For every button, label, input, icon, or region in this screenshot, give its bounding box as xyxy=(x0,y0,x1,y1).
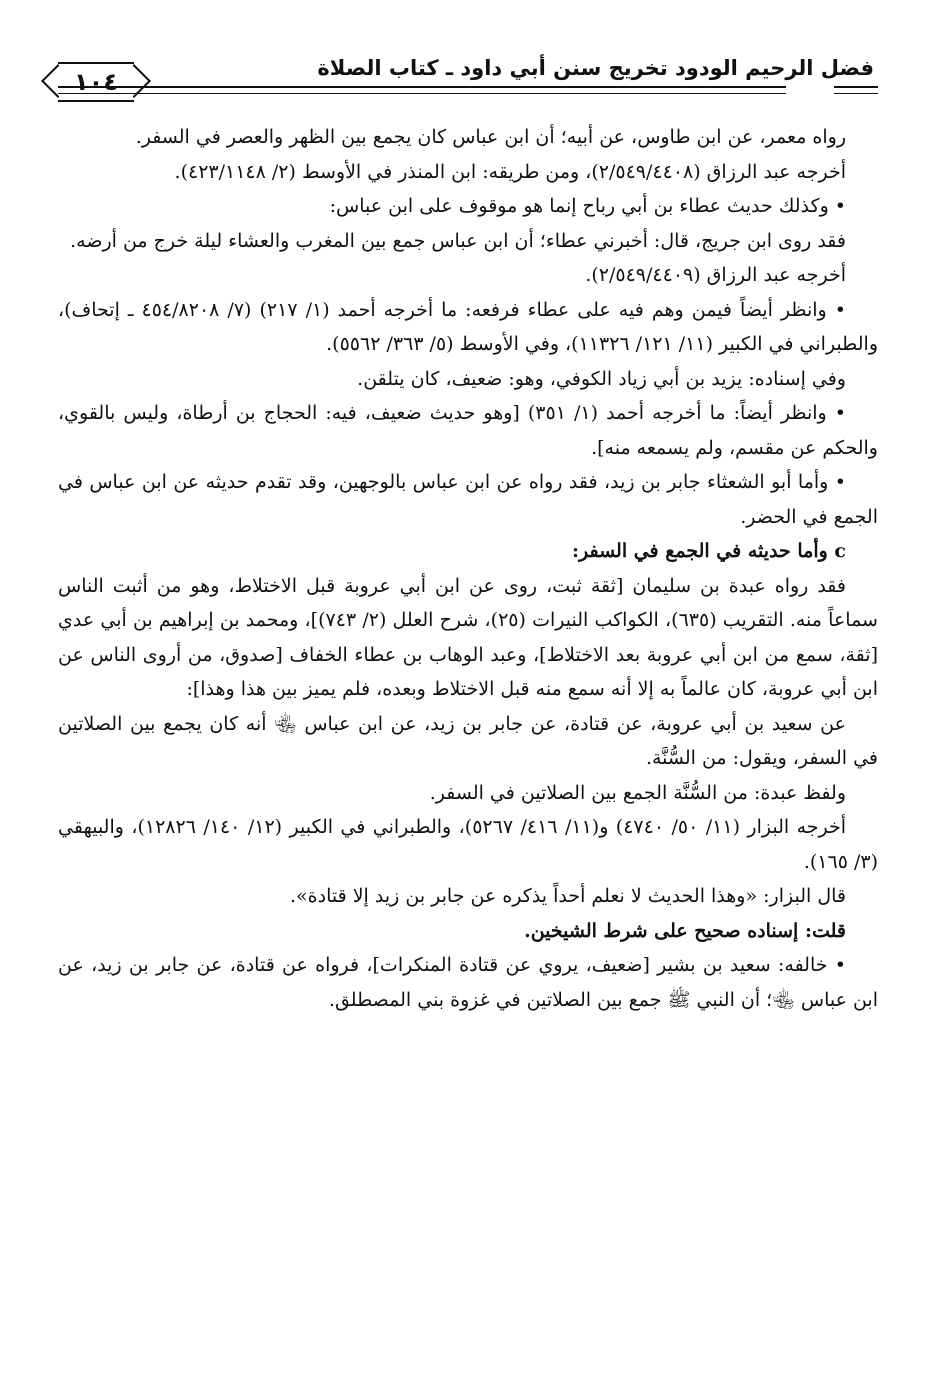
paragraph-13: أخرجه البزار (١١/ ٥٠/ ٤٧٤٠) و(١١/ ٤١٦/ ٥٢٦٧)، والطبراني في الكبير (١٢/ ١٤٠/ ١٢٨٢٦)، والبيهقي (٣/ ١٦٥). xyxy=(58,816,878,873)
paragraph-3: • وكذلك حديث عطاء بن أبي رباح إنما هو موقوف على ابن عباس: xyxy=(329,195,846,217)
paragraph-12: ولفظ عبدة: من السُّنَّة الجمع بين الصلاتين في السفر. xyxy=(429,781,846,804)
header-rule-thin xyxy=(58,93,786,94)
running-title: فضل الرحيم الودود تخريج سنن أبي داود ـ كتاب الصلاة xyxy=(317,56,874,80)
header-rule xyxy=(58,86,786,88)
paragraph-9: • وأما أبو الشعثاء جابر بن زيد، فقد رواه عن ابن عباس بالوجهين، وقد تقدم حديثه عن ابن عباس في الجمع في الحضر. xyxy=(58,471,878,528)
header-rule-right xyxy=(834,86,878,88)
paragraph-10: فقد رواه عبدة بن سليمان [ثقة ثبت، روى عن ابن أبي عروبة قبل الاختلاط، وهو من أثبت الناس سماعاً منه. التقريب (٦٣٥)، الكواكب النيرات (٢٥)، شرح العلل (٢/ ٧٤٣)]، ومحمد بن إبراهيم بن أبي عدي [ثقة، سمع من ابن أبي عروبة بعد الاختلاط]، وعبد الوهاب بن عطاء الخفاف [صدوق، من أروى الناس عن ابن أبي عروبة، كان عالماً به إلا أنه سمع منه قبل الاختلاط وبعده، فلم يميز بين هذا وهذا]: xyxy=(58,574,878,700)
paragraph-1: رواه معمر، عن ابن طاوس، عن أبيه؛ أن ابن عباس كان يجمع بين الظهر والعصر في السفر. xyxy=(135,126,846,148)
paragraph-2: أخرجه عبد الرزاق (٢/٥٤٩/٤٤٠٨)، ومن طريقه: ابن المنذر في الأوسط (٢/ ٤٢٣/١١٤٨). xyxy=(174,160,846,183)
paragraph-15: قلت: إسناده صحيح على شرط الشيخين. xyxy=(524,919,846,942)
body-text xyxy=(58,120,878,1017)
paragraph-11: عن سعيد بن أبي عروبة، عن قتادة، عن جابر بن زيد، عن ابن عباس ﵄ أنه كان يجمع بين الصلاتين في السفر، ويقول: من السُّنَّة. xyxy=(58,712,878,769)
paragraph-7: وفي إسناده: يزيد بن أبي زياد الكوفي، وهو: ضعيف، كان يتلقن. xyxy=(357,367,846,390)
paragraph-14: قال البزار: «وهذا الحديث لا نعلم أحداً يذكره عن جابر بن زيد إلا قتادة». xyxy=(290,885,846,907)
paragraph-5: أخرجه عبد الرزاق (٢/٥٤٩/٤٤٠٩). xyxy=(585,264,846,286)
paragraph-8: • وانظر أيضاً: ما أخرجه أحمد (١/ ٣٥١) [وهو حديث ضعيف، فيه: الحجاج بن أرطاة، وليس بالقوي، والحكم عن مقسم، ولم يسمعه منه]. xyxy=(58,402,878,459)
page-number: ١٠٤ xyxy=(58,62,134,102)
paragraph-16: • خالفه: سعيد بن بشير [ضعيف، يروي عن قتادة المنكرات]، فرواه عن قتادة، عن جابر بن زيد، عن ابن عباس ﵄؛ أن النبي ﷺ جمع بين الصلاتين في غزوة بني المصطلق. xyxy=(58,954,878,1011)
paragraph-6: • وانظر أيضاً فيمن وهم فيه على عطاء فرفعه: ما أخرجه أحمد (١/ ٢١٧) (٧/ ٤٥٤/٨٢٠٨ ـ إتحاف)، والطبراني في الكبير (١١/ ١٢١/ ١١٣٢٦)، وفي الأوسط (٥/ ٣٦٣/ ٥٥٦٢). xyxy=(58,298,878,355)
section-heading: c وأما حديثه في الجمع في السفر: xyxy=(571,540,846,562)
paragraph-4: فقد روى ابن جريج، قال: أخبرني عطاء؛ أن ابن عباس جمع بين المغرب والعشاء ليلة خرج من أرضه. xyxy=(70,229,846,252)
header-rule-right-thin xyxy=(834,93,878,94)
